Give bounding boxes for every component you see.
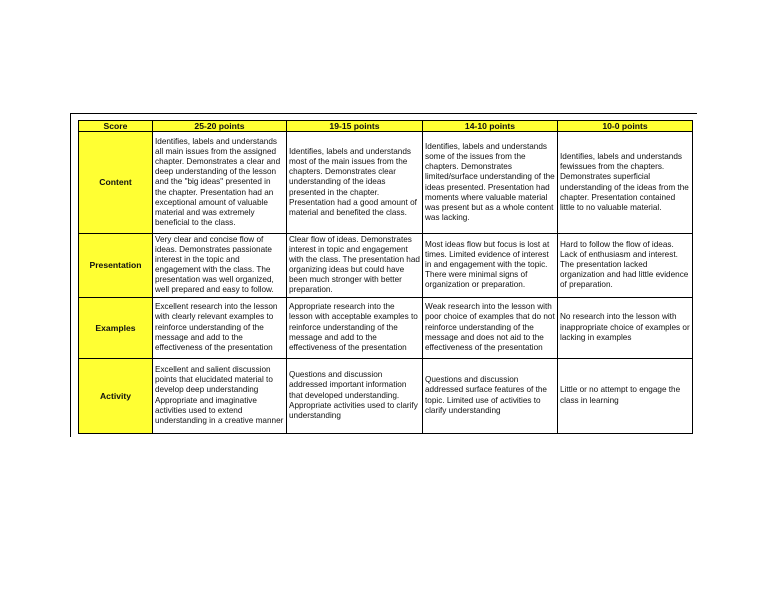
row-label-content: Content: [79, 132, 153, 234]
cell-examples-14-10: Weak research into the lesson with poor choice of examples that do not reinforce understanding of the message and does not aid to the effectiveness of the presentation: [423, 297, 558, 358]
header-19-15-points: 19-15 points: [287, 121, 423, 132]
cell-presentation-10-0: Hard to follow the flow of ideas. Lack of enthusiasm and interest. The presentation lacked organization and had little evidence of preparation.: [558, 234, 693, 298]
row-examples: [79, 297, 693, 358]
header-score: Score: [79, 121, 153, 132]
cell-presentation-14-10: Most ideas flow but focus is lost at times. Limited evidence of interest in and engagement with the topic. There were minimal signs of organization or preparation.: [423, 234, 558, 298]
cell-content-14-10: Identifies, labels and understands some of the issues from the chapters. Demonstrates limited/surface understanding of the ideas presented. Presentation had moments where valuable material was present but as a whole content was lacking.: [423, 132, 558, 234]
cell-presentation-19-15: Clear flow of ideas. Demonstrates interest in topic and engagement with the class. The presentation had organizing ideas but could have been much stronger with better preparation.: [287, 234, 423, 298]
cell-content-10-0: Identifies, labels and understands fewissues from the chapters. Demonstrates superficial understanding of the ideas from the chapter. Presentation contained little to no valuable material.: [558, 132, 693, 234]
cell-activity-19-15: Questions and discussion addressed important information that developed understanding. Appropriate activities used to clarify understanding: [287, 358, 423, 433]
cell-examples-19-15: Appropriate research into the lesson with acceptable examples to reinforce understanding of the message and add to the effectiveness of the presentation: [287, 297, 423, 358]
left-rule-line: [70, 113, 71, 437]
cell-presentation-25-20: Very clear and concise flow of ideas. Demonstrates passionate interest in the topic and engagement with the class. The presentation was well organized, well prepared and easy to follow.: [153, 234, 287, 298]
cell-activity-10-0: Little or no attempt to engage the class in learning: [558, 358, 693, 433]
row-presentation: [79, 234, 693, 298]
header-row: [79, 121, 693, 132]
row-content: [79, 132, 693, 234]
cell-examples-25-20: Excellent research into the lesson with clearly relevant examples to reinforce understanding of the message and add to the effectiveness of the presentation: [153, 297, 287, 358]
header-10-0-points: 10-0 points: [558, 121, 693, 132]
top-rule-line: [70, 113, 697, 114]
header-25-20-points: 25-20 points: [153, 121, 287, 132]
row-activity: [79, 358, 693, 433]
cell-activity-14-10: Questions and discussion addressed surface features of the topic. Limited use of activities to clarify understanding: [423, 358, 558, 433]
grading-rubric-table: [78, 120, 693, 434]
cell-content-19-15: Identifies, labels and understands most of the main issues from the chapters. Demonstrates clear understanding of the ideas presented in the chapter. Presentation had a good amount of material and benefited the class.: [287, 132, 423, 234]
row-label-activity: Activity: [79, 358, 153, 433]
cell-activity-25-20: Excellent and salient discussion points that elucidated material to develop deep understanding Appropriate and imaginative activities used to extend understanding in a creative manner: [153, 358, 287, 433]
row-label-presentation: Presentation: [79, 234, 153, 298]
header-14-10-points: 14-10 points: [423, 121, 558, 132]
cell-content-25-20: Identifies, labels and understands all main issues from the assigned chapter. Demonstrates a clear and deep understanding of the lesson and the "big ideas" presented in the chapter. Presentation had an exceptional amount of valuable material and was extremely beneficial to the class.: [153, 132, 287, 234]
row-label-examples: Examples: [79, 297, 153, 358]
cell-examples-10-0: No research into the lesson with inappropriate choice of examples or lacking in examples: [558, 297, 693, 358]
